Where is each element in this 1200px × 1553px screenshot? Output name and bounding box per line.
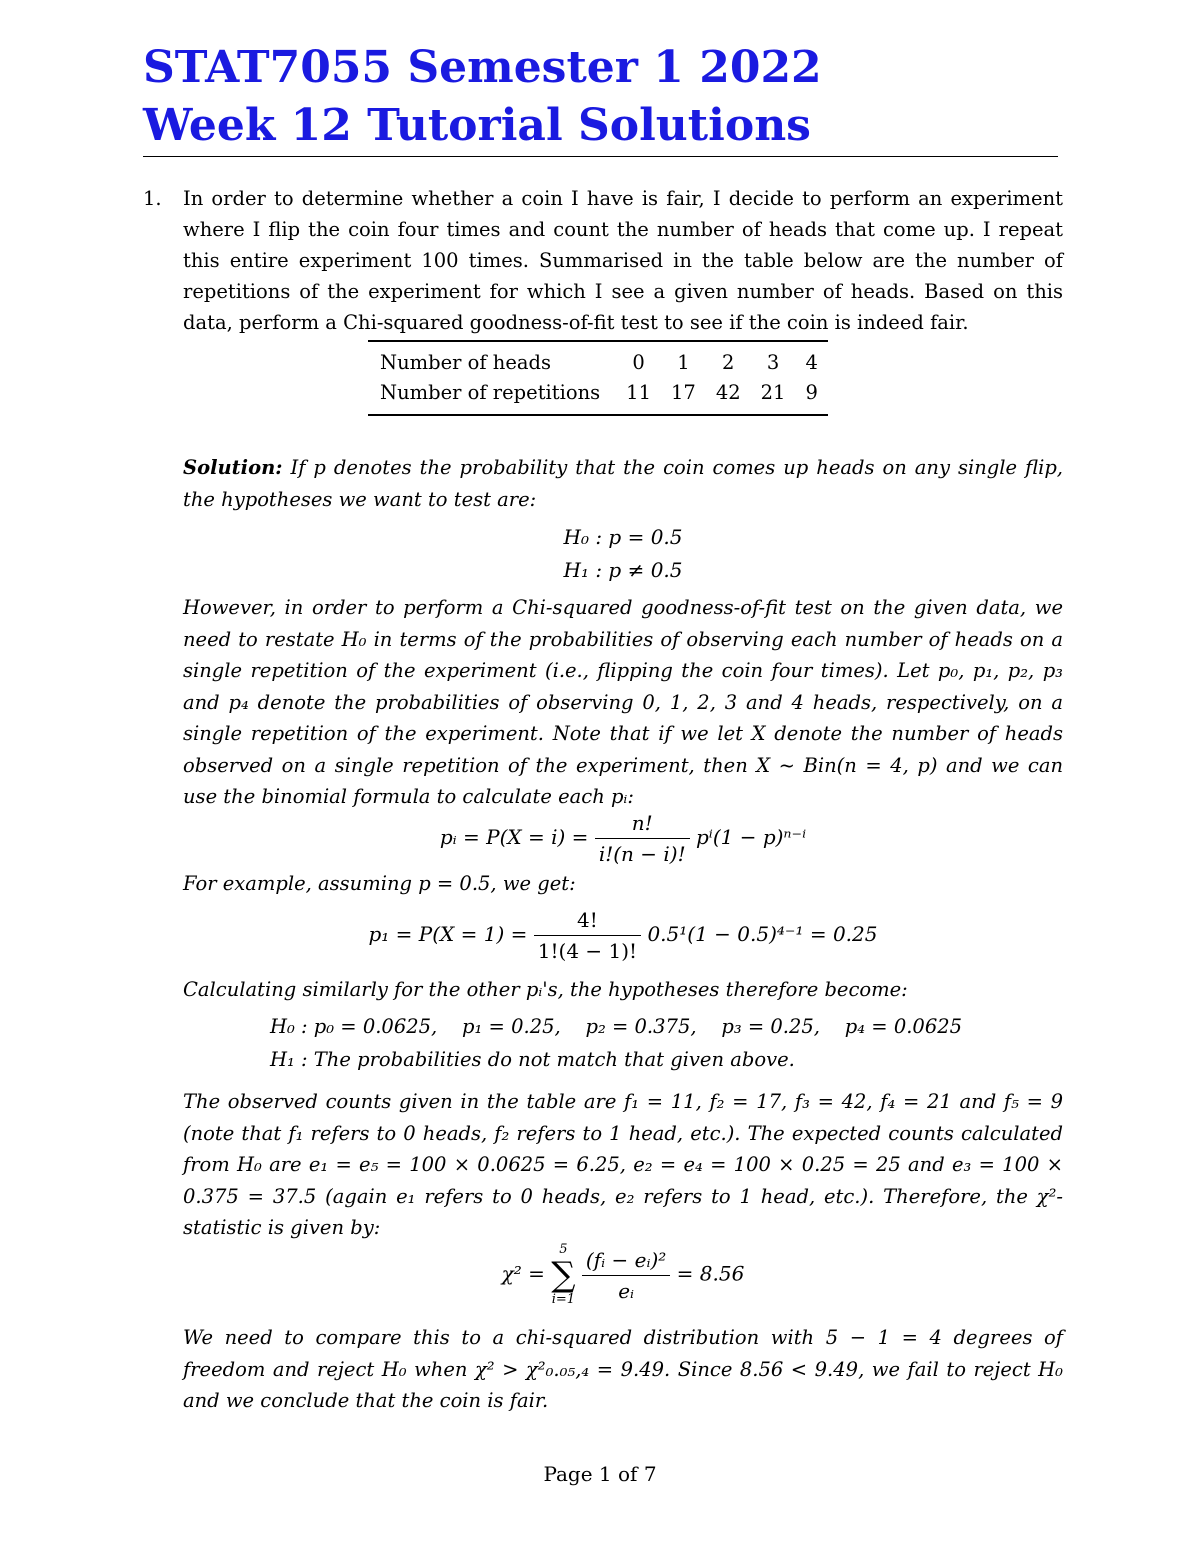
solution-paragraph: If p denotes the probability that the coin comes up heads on any single flip, the hypotheses we want to test are: xyxy=(183,456,1063,511)
fraction-denominator: i!(n − i)! xyxy=(598,842,686,866)
formula-right: 0.5¹(1 − 0.5)⁴⁻¹ = 0.25 xyxy=(647,922,878,946)
sum-symbol: ∑ xyxy=(551,1255,576,1295)
hypothesis-h0: H₀ : p = 0.5 xyxy=(563,525,683,549)
fraction-numerator: n! xyxy=(595,808,690,839)
title-line-1: STAT7055 Semester 1 2022 xyxy=(143,42,822,93)
table-cell: 3 xyxy=(751,341,796,378)
table-row-label: Number of heads xyxy=(368,341,616,378)
hypothesis-h1: H₁ : p ≠ 0.5 xyxy=(563,558,683,582)
table-row xyxy=(368,378,828,415)
summation xyxy=(551,1242,575,1308)
table-cell: 0 xyxy=(616,341,661,378)
sum-upper-limit: 5 xyxy=(559,1242,568,1257)
table-cell: 42 xyxy=(706,378,751,415)
solution-paragraph: The observed counts given in the table are f₁ = 11, f₂ = 17, f₃ = 42, f₄ = 21 and f₅ = 9 (note that f₁ refers to 0 heads, f₂ refers to 1 head, etc.). The expected counts calculated from H₀ are e₁ = e₅ = 100 × 0.0625 = 6.25, e₂ = e₄ = 100 × 0.25 = 25 and e₃ = 100 × 0.375 = 37.5 (again e₁ refers to 0 heads, e₂ refers to 1 head, etc.). Therefore, the χ²-statistic is given by: xyxy=(183,1090,1063,1239)
heads-table xyxy=(368,340,828,416)
formula-left: χ² = xyxy=(501,1261,545,1286)
formula-fraction xyxy=(534,905,641,966)
chi-square-formula xyxy=(183,1242,1063,1308)
table-cell: 1 xyxy=(661,341,706,378)
formula-fraction xyxy=(595,808,690,869)
formula-fraction xyxy=(582,1245,670,1306)
sum-lower-limit: i=1 xyxy=(551,1292,576,1307)
table-row-label: Number of repetitions xyxy=(368,378,616,415)
table-row xyxy=(368,341,828,378)
formula-left: pᵢ = P(X = i) = xyxy=(439,825,589,849)
example-formula xyxy=(183,905,1063,966)
formula-right: = 8.56 xyxy=(676,1261,745,1286)
table-cell: 17 xyxy=(661,378,706,415)
fraction-numerator: 4! xyxy=(534,905,641,936)
solution-paragraph: Calculating similarly for the other pᵢ's, the hypotheses therefore become: xyxy=(183,978,908,1001)
binomial-formula xyxy=(183,808,1063,869)
fraction-numerator: (fᵢ − eᵢ)² xyxy=(582,1245,670,1276)
solution-intro xyxy=(183,452,1063,515)
formula-right: pⁱ(1 − p)ⁿ⁻ⁱ xyxy=(696,825,807,849)
table-cell: 2 xyxy=(706,341,751,378)
question-text: In order to determine whether a coin I have is fair, I decide to perform an experiment where I flip the coin four times and count the number of heads that come up. I repeat this entire experiment 100 times. Summarised in the table below are the number of repetitions of the experiment for which I see a given number of heads. Based on this data, perform a Chi-squared goodness-of-fit test to see if the coin is indeed fair. xyxy=(183,187,1063,334)
table-cell: 11 xyxy=(616,378,661,415)
fraction-denominator: 1!(4 − 1)! xyxy=(537,939,638,963)
title-rule xyxy=(143,156,1058,157)
question-number: 1. xyxy=(143,187,162,210)
formula-left: p₁ = P(X = 1) = xyxy=(368,922,528,946)
page-number: Page 1 of 7 xyxy=(543,1462,657,1486)
solution-conclusion: We need to compare this to a chi-squared distribution with 5 − 1 = 4 degrees of freedom and reject H₀ when χ² > χ²₀.₀₅,₄ = 9.49. Since 8.56 < 9.49, we fail to reject H₀ and we conclude that the coin is fair. xyxy=(183,1326,1063,1412)
solution-paragraph: However, in order to perform a Chi-squared goodness-of-fit test on the given data, we need to restate H₀ in terms of the probabilities of observing each number of heads on a single repetition of the experiment (i.e., flipping the coin four times). Let p₀, p₁, p₂, p₃ and p₄ denote the probabilities of observing 0, 1, 2, 3 and 4 heads, respectively, on a single repetition of the experiment. Note that if we let X denote the number of heads observed on a single repetition of the experiment, then X ~ Bin(n = 4, p) and we can use the binomial formula to calculate each pᵢ: xyxy=(183,596,1063,808)
solution-paragraph: For example, assuming p = 0.5, we get: xyxy=(183,872,576,895)
solution-label: Solution: xyxy=(183,456,283,479)
table-cell: 4 xyxy=(795,341,827,378)
fraction-denominator: eᵢ xyxy=(618,1278,635,1303)
title-line-2: Week 12 Tutorial Solutions xyxy=(143,100,811,151)
table-cell: 9 xyxy=(795,378,827,415)
hypothesis-h1-expanded: H₁ : The probabilities do not match that given above. xyxy=(270,1048,795,1071)
hypothesis-h0-expanded: H₀ : p₀ = 0.0625, p₁ = 0.25, p₂ = 0.375, p₃ = 0.25, p₄ = 0.0625 xyxy=(270,1015,963,1038)
table-cell: 21 xyxy=(751,378,796,415)
